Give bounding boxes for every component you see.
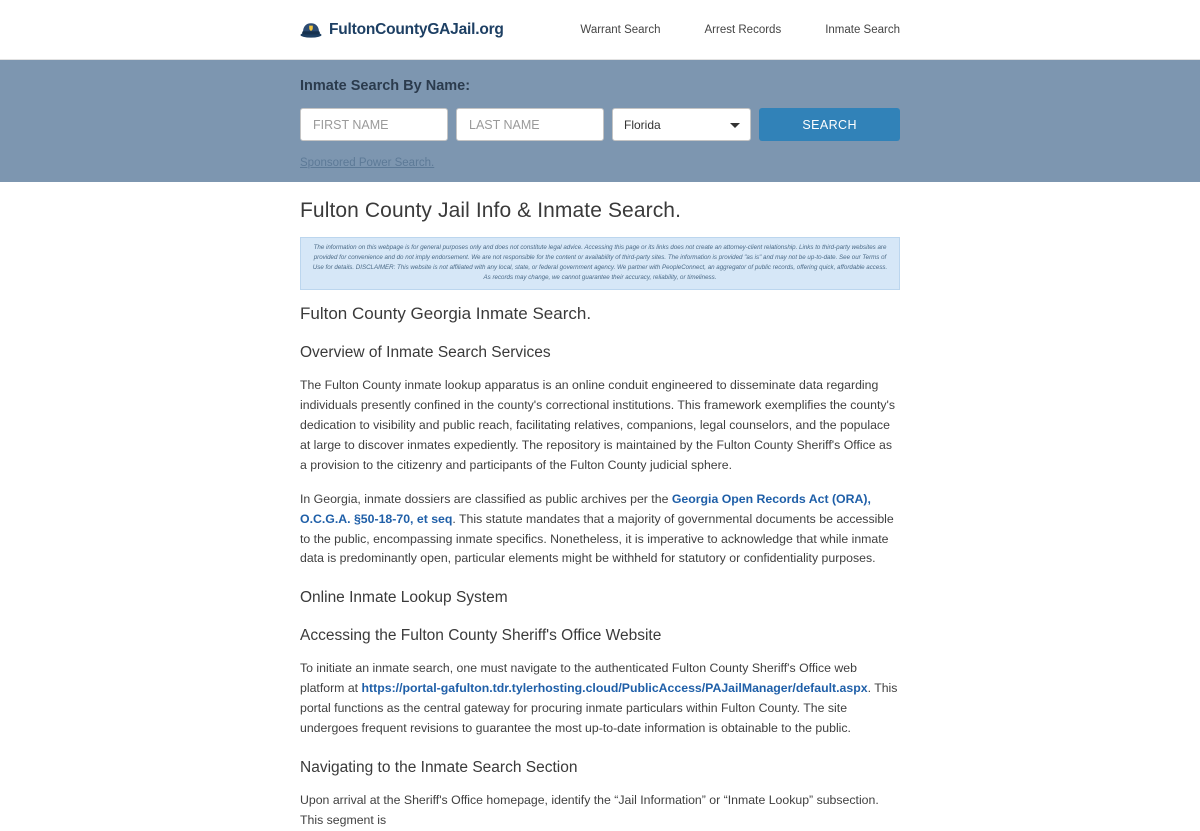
disclaimer-text: The information on this webpage is for general purposes only and does not constitute legal advice. Accessing this page or its links does not create an attorney-client relationship. Links to third-party websites are provided for convenience and do not imply endorsement. We are not responsible for the content or availability of third-party sites. The information is provided "as is" and may not be up-to-date. See our Terms of Use for details. DISCLAIMER: This website is not affiliated with any local, state, or federal government agency. We partner with PeopleConnect, an aggregator of public records, offering quick, affordable access. As records may change, we cannot guarantee their accuracy, reliability, or timeliness. [312, 244, 888, 282]
heading-overview-of-services: Overview of Inmate Search Services [300, 344, 551, 362]
nav-item-warrant-search[interactable]: Warrant Search [580, 23, 661, 36]
disclaimer-box [300, 237, 900, 290]
inmate-search-hero [0, 60, 1200, 182]
last-name-input[interactable] [456, 108, 604, 141]
main-navigation [580, 24, 900, 36]
brand-name: FultonCountyGAJail.org [329, 20, 504, 38]
state-select[interactable] [612, 108, 751, 141]
heading-online-lookup-system: Online Inmate Lookup System [300, 589, 508, 607]
state-select-wrapper [612, 108, 751, 141]
paragraph-portal-access [300, 659, 900, 739]
paragraph-open-records-lead: In Georgia, inmate dossiers are classified as public archives per the [300, 491, 672, 506]
section-heading-inmate-search: Fulton County Georgia Inmate Search. [300, 304, 592, 324]
sheriff-portal-url-link[interactable]: https://portal-gafulton.tdr.tylerhosting.cloud/PublicAccess/PAJailManager/default.aspx [361, 681, 868, 696]
hero-inner [0, 78, 1200, 171]
site-header [0, 0, 1200, 60]
police-cap-icon [300, 22, 322, 38]
search-button[interactable]: SEARCH [759, 108, 900, 141]
header-inner [0, 21, 1200, 39]
nav-item-inmate-search[interactable]: Inmate Search [825, 23, 900, 36]
hero-title: Inmate Search By Name: [300, 78, 471, 94]
inmate-search-form [300, 108, 900, 141]
article-content [0, 199, 1200, 831]
heading-navigating-search-section: Navigating to the Inmate Search Section [300, 758, 578, 776]
paragraph-navigating: Upon arrival at the Sheriff's Office homepage, identify the “Jail Information” or “Inmate Lookup” subsection. This segment is [300, 792, 879, 827]
page-title: Fulton County Jail Info & Inmate Search. [300, 199, 682, 222]
brand-logo-link[interactable] [300, 21, 504, 39]
sponsored-power-search-link[interactable]: Sponsored Power Search. [300, 157, 435, 169]
nav-item-arrest-records[interactable]: Arrest Records [704, 23, 782, 36]
paragraph-open-records [300, 490, 900, 570]
first-name-input[interactable] [300, 108, 448, 141]
paragraph-portal-lead: To initiate an inmate search, one must navigate to the authenticated Fulton County Sheriff's Office web platform at [300, 661, 857, 696]
paragraph-open-records-tail: . This statute mandates that a majority of governmental documents be accessible to the public, encompassing inmate specifics. Nonetheless, it is imperative to acknowledge that while inmate data is predominantly open, particular elements might be withheld for statutory or confidentiality purposes. [300, 511, 894, 566]
paragraph-portal-tail: . This portal functions as the central gateway for procuring inmate particulars within Fulton County. The site undergoes frequent revisions to guarantee the most up-to-date information is obtainable to the public. [300, 681, 898, 736]
heading-accessing-sheriffs-website: Accessing the Fulton County Sheriff's Office Website [300, 627, 662, 645]
paragraph-overview: The Fulton County inmate lookup apparatus is an online conduit engineered to disseminate data regarding individuals presently confined in the county's correctional institutions. This framework exemplifies the county's dedication to visibility and public reach, facilitating relatives, companions, legal counselors, and the populace at large to discover inmates expediently. The repository is maintained by the Fulton County Sheriff's Office as a provision to the citizenry and participants of the Fulton County judicial sphere. [300, 378, 896, 472]
georgia-open-records-act-link[interactable]: Georgia Open Records Act (ORA), O.C.G.A. §50-18-70, et seq [300, 491, 871, 526]
